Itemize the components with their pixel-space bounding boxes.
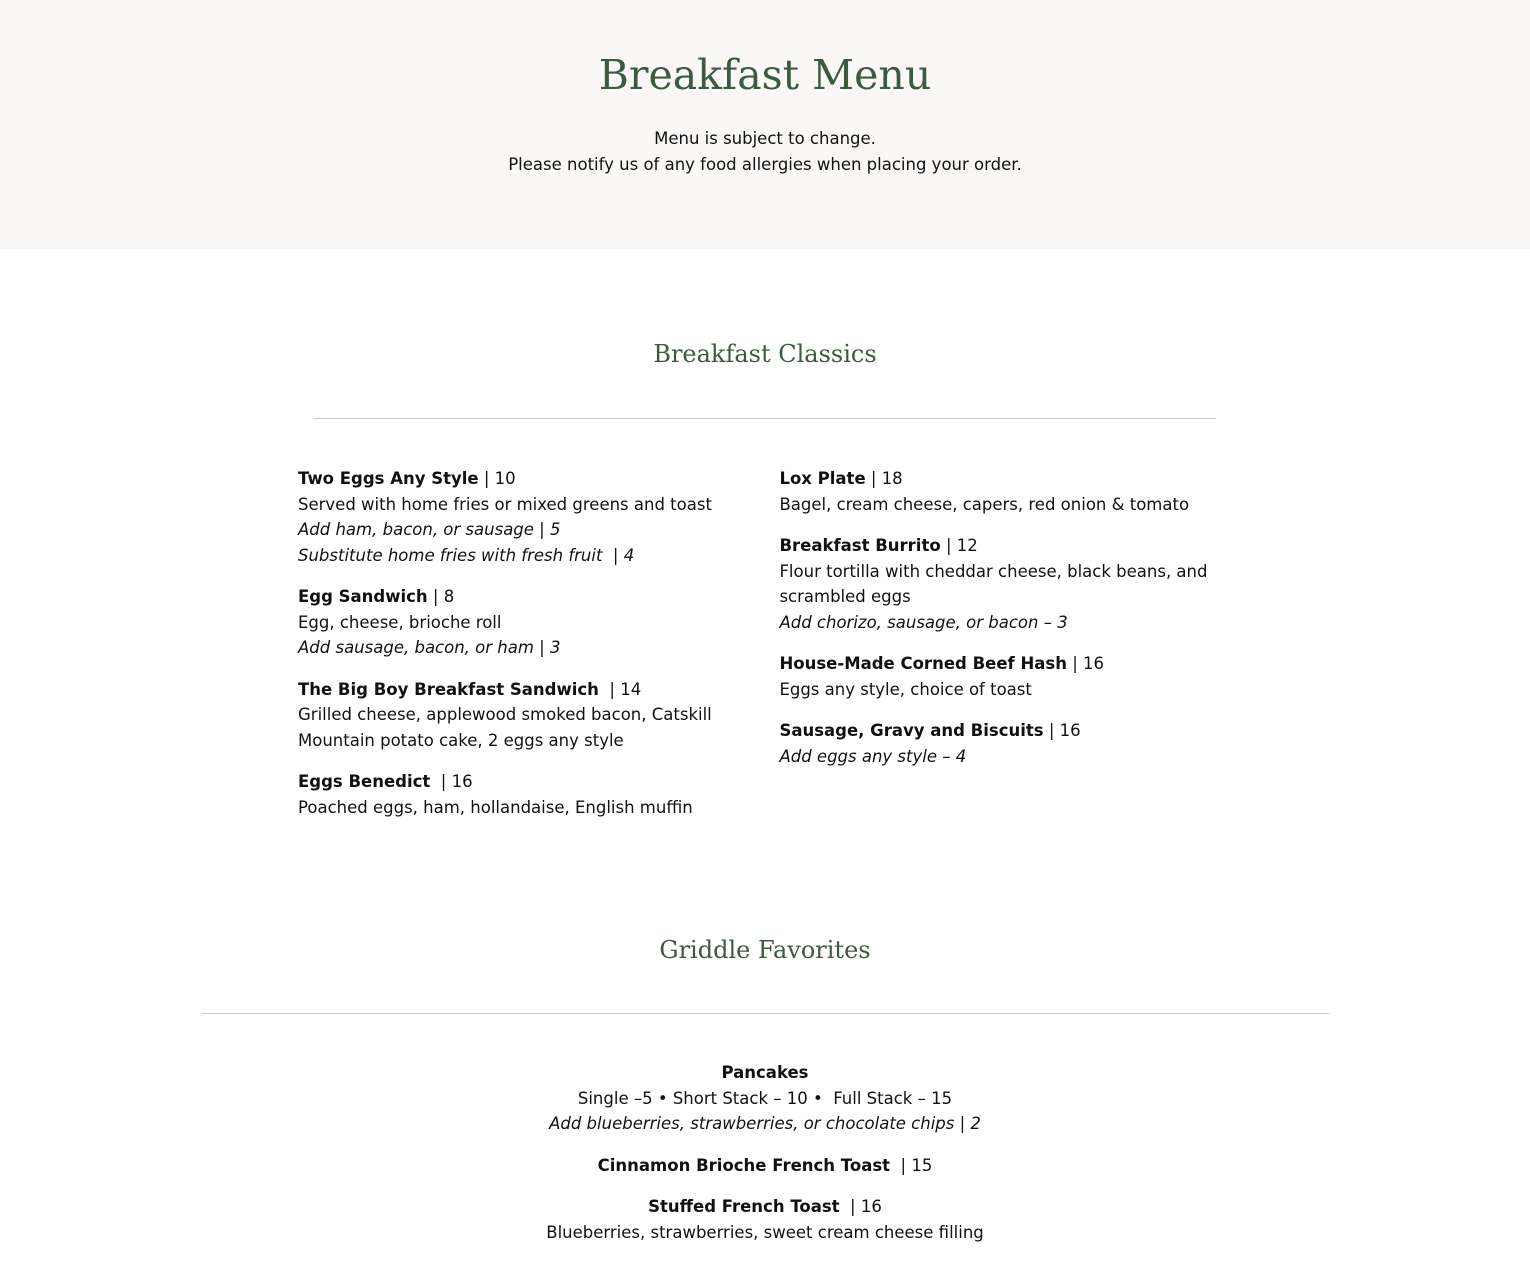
item-name: Breakfast Burrito <box>779 536 941 555</box>
griddle-title: Griddle Favorites <box>659 936 871 964</box>
item-description: Poached eggs, ham, hollandaise, English muffin <box>298 797 693 817</box>
item-addon: Add chorizo, sausage, or bacon – 3 <box>779 612 1068 632</box>
menu-item <box>298 466 779 568</box>
griddle-divider <box>201 1013 1329 1014</box>
menu-item <box>0 1060 1530 1137</box>
item-name: Egg Sandwich <box>298 587 428 606</box>
menu-header <box>0 0 1530 249</box>
classics-divider <box>314 418 1216 419</box>
item-description: Blueberries, strawberries, sweet cream cheese filling <box>546 1222 984 1242</box>
menu-item <box>298 584 779 661</box>
menu-item <box>779 533 1218 635</box>
item-description: Bagel, cream cheese, capers, red onion & tomato <box>779 494 1190 514</box>
item-name: Two Eggs Any Style <box>298 469 479 488</box>
item-price: | 12 <box>940 536 978 555</box>
item-addon: Add eggs any style – 4 <box>779 746 967 766</box>
item-price: | 16 <box>1043 721 1081 740</box>
item-name: House-Made Corned Beef Hash <box>779 654 1067 673</box>
item-price: | 16 <box>839 1197 882 1216</box>
item-description: Grilled cheese, applewood smoked bacon, Catskill Mountain potato cake, 2 eggs any style <box>298 705 712 750</box>
item-description: Flour tortilla with cheddar cheese, black beans, and scrambled eggs <box>779 561 1208 606</box>
item-description: Eggs any style, choice of toast <box>779 679 1032 699</box>
item-name: Cinnamon Brioche French Toast <box>597 1155 891 1175</box>
item-name: Eggs Benedict <box>298 772 431 791</box>
item-price: | 15 <box>890 1155 933 1175</box>
allergy-note: Please notify us of any food allergies when placing your order. <box>508 155 1022 174</box>
item-addon: Add sausage, bacon, or ham | 3 <box>298 638 561 657</box>
menu-item <box>0 1194 1530 1245</box>
header-notes <box>0 126 1530 178</box>
griddle-section-header <box>0 936 1530 964</box>
menu-item <box>779 718 1218 769</box>
griddle-items <box>0 1060 1530 1261</box>
item-description: Egg, cheese, brioche roll <box>298 612 502 632</box>
classics-left-column <box>298 466 779 836</box>
menu-item <box>779 466 1218 517</box>
menu-item <box>298 677 779 754</box>
item-description: Single –5 • Short Stack – 10 • Full Stack – 15 <box>577 1088 953 1108</box>
menu-item <box>0 1153 1530 1179</box>
item-addon: Substitute home fries with fresh fruit | 4 <box>298 545 635 565</box>
page-title: Breakfast Menu <box>598 51 932 99</box>
classics-title: Breakfast Classics <box>653 340 877 368</box>
item-price: | 16 <box>1066 654 1105 673</box>
item-description: Served with home fries or mixed greens and toast <box>298 494 712 514</box>
menu-item <box>779 651 1218 702</box>
classics-right-column <box>779 466 1218 836</box>
item-price: | 14 <box>598 679 642 699</box>
item-price: | 10 <box>478 469 516 488</box>
item-name: The Big Boy Breakfast Sandwich <box>298 679 599 699</box>
item-price: | 16 <box>430 772 473 791</box>
item-name: Lox Plate <box>779 469 866 488</box>
classics-columns <box>298 466 1218 836</box>
item-price: | 8 <box>427 587 455 606</box>
item-addon: Add ham, bacon, or sausage | 5 <box>298 520 561 539</box>
item-name: Stuffed French Toast <box>648 1197 840 1216</box>
item-name: Pancakes <box>721 1063 809 1082</box>
item-name: Sausage, Gravy and Biscuits <box>779 721 1044 740</box>
menu-item <box>298 769 779 820</box>
classics-section-header <box>0 340 1530 368</box>
item-addon: Add blueberries, strawberries, or chocolate chips | 2 <box>549 1114 981 1133</box>
item-price: | 18 <box>865 469 903 488</box>
change-note: Menu is subject to change. <box>654 129 876 148</box>
